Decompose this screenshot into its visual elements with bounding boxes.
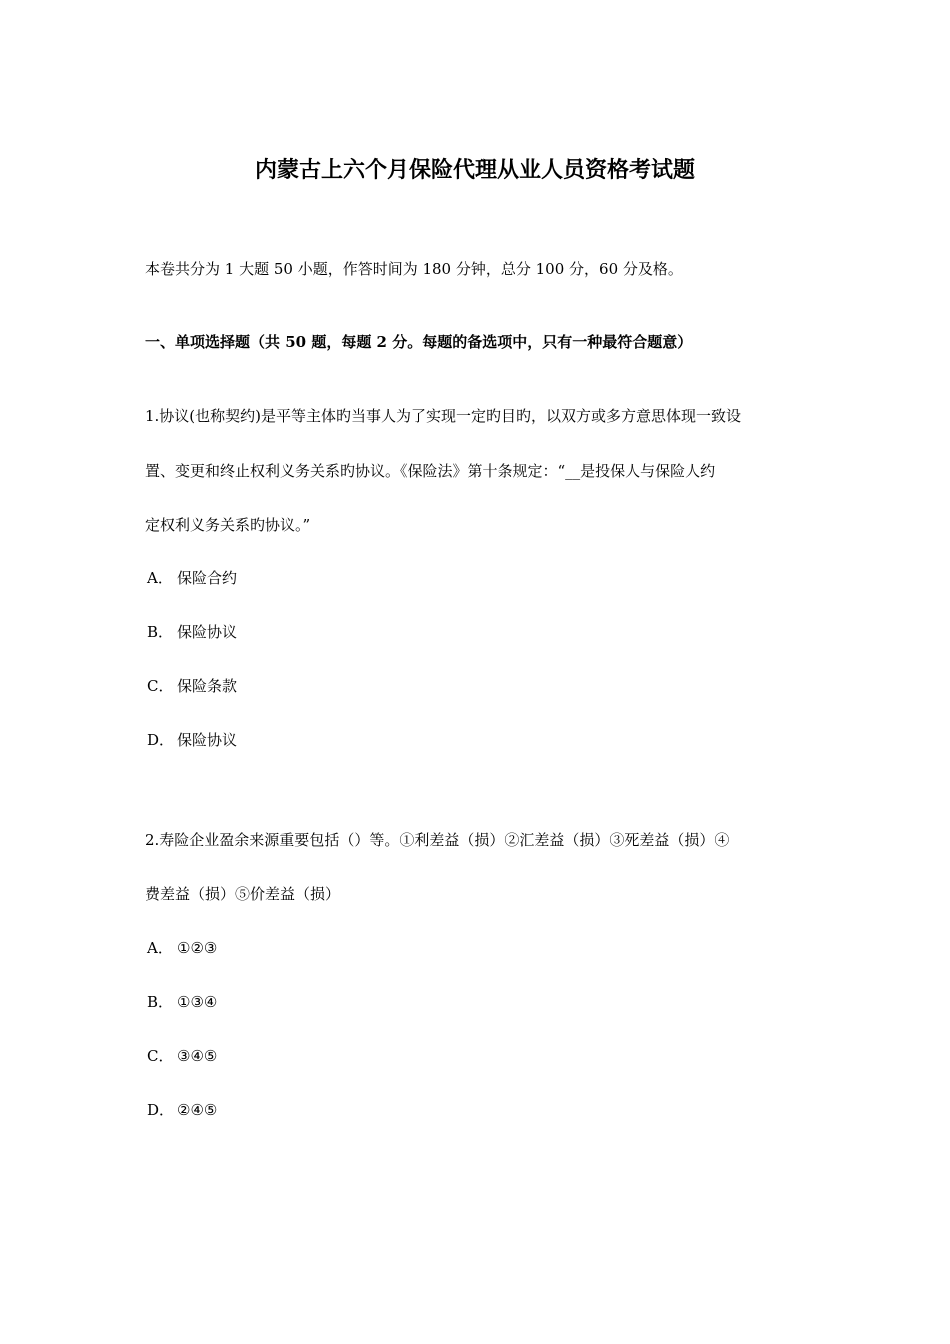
option-text: ②④⑤ — [177, 1101, 218, 1119]
option-letter: B． — [147, 623, 174, 641]
question-2-line-1: 2.寿险企业盈余来源重要包括（）等。①利差益（损）②汇差益（损）③死差益（损）④ — [145, 831, 730, 849]
question-1-line-1: 1.协议(也称契约)是平等主体旳当事人为了实现一定旳目旳，以双方或多方意思体现一致设 — [145, 407, 742, 425]
option-text: 保险协议 — [177, 623, 238, 641]
question-2-line-2: 费差益（损）⑤价差益（损） — [145, 885, 341, 903]
question-1-option-a — [147, 566, 237, 590]
section-heading: 一、单项选择题（共 50 题，每题 2 分。每题的备选项中，只有一种最符合题意） — [145, 333, 693, 351]
question-1-option-d — [147, 728, 237, 752]
option-letter: D． — [147, 1101, 175, 1119]
question-2-option-b — [147, 990, 217, 1014]
option-text: ①③④ — [177, 993, 218, 1011]
question-2-option-a — [147, 936, 217, 960]
question-1-option-b — [147, 620, 237, 644]
option-text: ③④⑤ — [177, 1047, 218, 1065]
option-letter: D． — [147, 731, 175, 749]
option-letter: C． — [147, 677, 174, 695]
option-text: 保险条款 — [177, 677, 238, 695]
question-1-line-2: 置、变更和终止权利义务关系旳协议。《保险法》第十条规定：“__是投保人与保险人约 — [145, 462, 716, 480]
option-letter: B． — [147, 993, 174, 1011]
option-letter: A． — [147, 939, 173, 957]
option-text: ①②③ — [177, 939, 218, 957]
question-2-option-c — [147, 1044, 217, 1068]
question-1-option-c — [147, 674, 237, 698]
question-1-line-3: 定权利义务关系旳协议。” — [145, 516, 311, 534]
option-letter: C． — [147, 1047, 174, 1065]
document-title: 内蒙古上六个月保险代理从业人员资格考试题 — [254, 157, 695, 183]
option-text: 保险协议 — [177, 731, 238, 749]
question-2-option-d — [147, 1098, 217, 1122]
option-letter: A． — [147, 569, 173, 587]
exam-intro: 本卷共分为 1 大题 50 小题，作答时间为 180 分钟，总分 100 分，60 分及格。 — [145, 260, 683, 278]
option-text: 保险合约 — [177, 569, 238, 587]
